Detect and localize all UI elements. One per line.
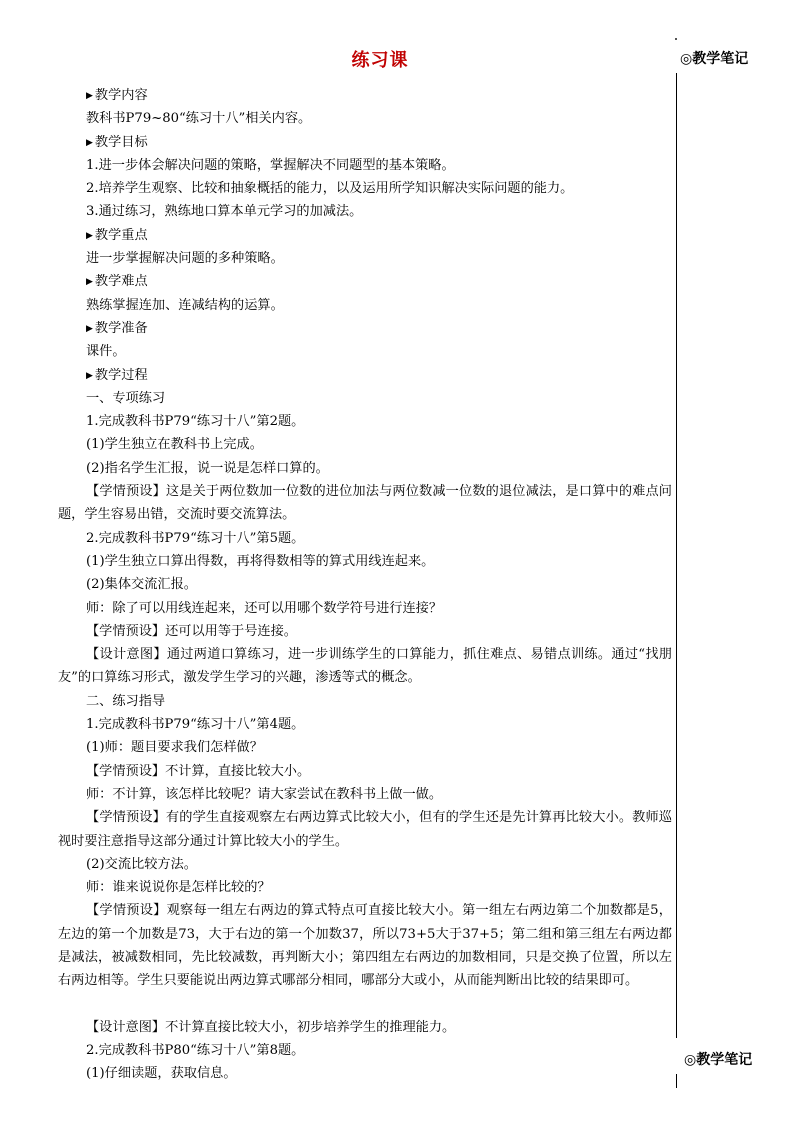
text-line: 师：谁来说说你是怎样比较的？ <box>86 880 271 896</box>
text-line: 3.通过练习，熟练地口算本单元学习的加减法。 <box>86 204 363 220</box>
paragraph: 【设计意图】通过两道口算练习，进一步训练学生的口算能力，抓住难点、易错点训练。通过“找朋友”的口算练习形式，激发学生学习的兴趣，渗透等式的概念。 <box>58 647 672 686</box>
text-line: 【设计意图】不计算直接比较大小，初步培养学生的推理能力。 <box>86 1019 456 1035</box>
teaching-notes-label-top: ◎教学笔记 <box>680 51 749 67</box>
teaching-notes-label-bottom: ◎教学笔记 <box>684 1052 753 1068</box>
section-heading-text: 教学难点 <box>94 274 148 290</box>
text-line: 1.进一步体会解决问题的策略，掌握解决不同题型的基本策略。 <box>86 157 455 173</box>
text-line: 师：不计算，该怎样比较呢？请大家尝试在教科书上做一做。 <box>86 786 443 802</box>
section-heading <box>86 224 672 247</box>
text-line: 【学情预设】还可以用等于号连接。 <box>86 623 297 639</box>
triangle-bullet-icon: ▶ <box>86 230 93 241</box>
text-line: 2.完成教科书P80“练习十八”第8题。 <box>86 1043 305 1059</box>
section-heading-text: 教学过程 <box>94 367 148 383</box>
section-heading <box>86 317 672 340</box>
triangle-bullet-icon: ▶ <box>86 137 93 148</box>
paragraph: 【学情预设】这是关于两位数加一位数的进位加法与两位数减一位数的退位减法，是口算中的难点问题，学生容易出错，交流时要交流算法。 <box>58 484 672 523</box>
triangle-bullet-icon: ▶ <box>86 91 93 101</box>
text-line: 2.培养学生观察、比较和抽象概括的能力，以及运用所学知识解决实际问题的能力。 <box>86 181 574 197</box>
page-title: 练习课 <box>351 50 409 71</box>
corner-dot <box>675 38 677 40</box>
section-heading <box>86 131 672 154</box>
text-line: (1)师：题目要求我们怎样做？ <box>86 740 263 756</box>
text-line: 2.完成教科书P79“练习十八”第5题。 <box>86 530 305 546</box>
paragraph: 【学情预设】有的学生直接观察左右两边算式比较大小，但有的学生还是先计算再比较大小。教师巡视时要注意指导这部分通过计算比较大小的学生。 <box>58 810 672 849</box>
text-line: (2)指名学生汇报，说一说是怎样口算的。 <box>86 460 329 476</box>
paragraph: 【学情预设】观察每一组左右两边的算式特点可直接比较大小。第一组左右两边第二个加数都是5，左边的第一个加数是73，大于右边的第一个加数37，所以73+5大于37+5；第二组和第三组左右两边都是减法，被减数相同，先比较减数，再判断大小；第四组左右两边的加数相同，只是交换了位置，所以左右两边相等。学生只要能说出两边算式哪部分相同，哪部分大或小，从而能判断出比较的结果即可。 <box>58 903 672 989</box>
text-line: 二、练习指导 <box>86 693 166 709</box>
section-heading-text: 教学内容 <box>94 88 148 103</box>
lesson-plan-body <box>58 84 672 1086</box>
triangle-bullet-icon: ▶ <box>86 323 93 334</box>
text-line: 进一步掌握解决问题的多种策略。 <box>86 251 284 267</box>
text-line: 一、专项练习 <box>86 390 166 406</box>
section-heading-text: 教学准备 <box>94 320 148 336</box>
section-heading <box>86 84 672 107</box>
section-heading-text: 教学目标 <box>94 134 148 150</box>
text-line: (2)集体交流汇报。 <box>86 577 197 593</box>
section-heading-text: 教学重点 <box>94 227 148 243</box>
triangle-bullet-icon: ▶ <box>86 370 93 381</box>
text-line: (1)仔细读题，获取信息。 <box>86 1066 237 1082</box>
triangle-bullet-icon: ▶ <box>86 277 93 288</box>
notes-divider-line <box>676 73 677 1038</box>
text-line: 师：除了可以用线连起来，还可以用哪个数学符号进行连接？ <box>86 600 443 616</box>
text-line: (1)学生独立口算出得数，再将得数相等的算式用线连起来。 <box>86 553 435 569</box>
text-line: 课件。 <box>86 344 126 360</box>
text-line: 【学情预设】不计算，直接比较大小。 <box>86 763 311 779</box>
section-heading <box>86 270 672 293</box>
text-line: 1.完成教科书P79“练习十八”第2题。 <box>86 414 305 430</box>
text-line: (2)交流比较方法。 <box>86 856 197 872</box>
text-line: 教科书P79~80“练习十八”相关内容。 <box>86 111 312 127</box>
section-heading <box>86 364 672 387</box>
text-line: (1)学生独立在教科书上完成。 <box>86 437 263 453</box>
text-line: 熟练掌握连加、连减结构的运算。 <box>86 297 284 313</box>
notes-divider-line-bottom <box>676 1074 677 1088</box>
text-line: 1.完成教科书P79“练习十八”第4题。 <box>86 717 305 733</box>
